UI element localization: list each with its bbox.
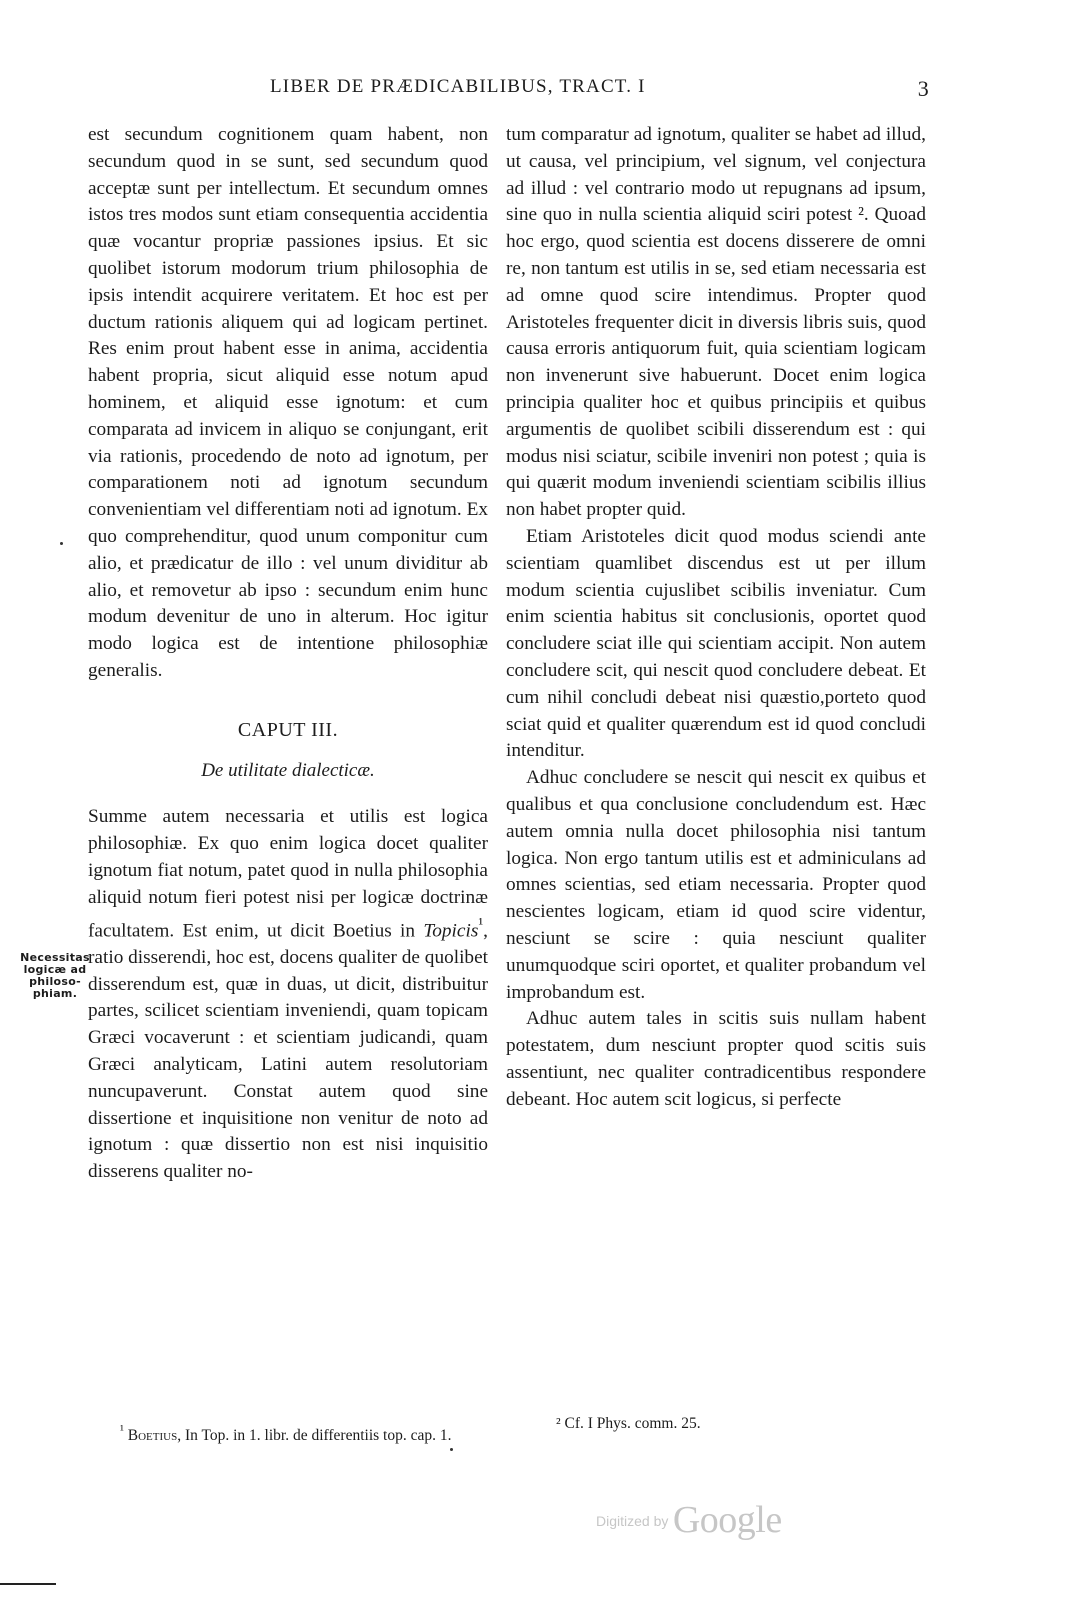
topicis-word: Topicis [423, 919, 479, 941]
right-paragraph-2: Etiam Aristoteles dicit quod modus sciendi ante scientiam quamlibet discendus est ut per illum modum scientia cujuslibet scibilis inveniatur. Cum enim scientia habitus sit conclusionis, oportet quod concludere sciat ille qui scientiam accipit. Non autem concludere scit, qui nescit quod concludere debeat. Et cum nihil concludi debeat nisi quæstio,porteto quod sciat quid et qualiter quærendum est id quod concludi intenditur. [506, 525, 926, 762]
left-continuation-paragraph: est secundum cognitionem quam habent, non secundum quod in se sunt, sed secundum quod acceptæ sunt per intellectum. Et secundum omnes istos tres modos sunt etiam consequentia accidentia quæ vocantur propriæ passiones ipsius. Et sic quolibet istorum modorum trium philosophia de ipsis intendit acquirere veritatem. Et hoc est per ductum rationis aliquem qui ad logicam pertinet. Res enim prout habent esse in anima, accidentia habent propria, sicut aliquid esse notum apud hominem, et aliquid esse ignotum: et cum comparata ad invicem in aliquo se conjungant, erit via rationis, procedendo de noto ad ignotum, per comparationem noti ad ignotum secundum convenientiam vel differentiam noti ad ignotum. Ex quo comprehenditur, quod unum componitur cum alio, et prædicatur de illo : vel unum dividitur ab alio, et removetur ab ipso : secundum enim hunc modum devenitur de uno in alterum. Hoc igitur modo logica est de intentione philosophiæ generalis. [88, 124, 488, 681]
chapter-subtitle: De utilitate dialecticæ. [201, 759, 375, 781]
footnote-ref-1: ¹ [478, 915, 484, 933]
section-paragraph-rest: , ratio disserendi, hoc est, docens qualiter de quolibet disserendum est, quæ in duas, ut dicit, distribuitur partes, scilicet scientiam inveniendi, quam topicam Græci vocaverunt : et scientiam judicandi, quam Græci analyticam, Latini autem resolutoriam nuncupaverunt. Constat autem quod sine dissertione et inquisitione non venitur de noto ad ignotum : quæ dissertio non est nisi inquisitio disserens qualiter no- [88, 919, 488, 1183]
footnote-1-mark: ¹ [120, 1422, 124, 1437]
margin-note-line: phiam. [32, 987, 78, 1000]
digitized-watermark [596, 1498, 782, 1542]
right-paragraph-1: tum comparatur ad ignotum, qualiter se habet ad illud, ut causa, vel principium, vel signum, vel conjectura ad illud : vel contrario modo ut repugnans ad ipsum, sine quo in nulla scientia aliquid sciri potest ². Quoad hoc ergo, quod scientia est docens disserere de omni re, non tantum est utilis in se, sed etiam necessaria est ad omne quod scire intendimus. Propter quod Aristoteles frequenter dicit in diversis libris suis, quod causa erroris antiquorum fuit, quia scientiam logicam non invenerunt sive habuerunt. Docet enim logica principia qualiter hoc et quibus principiis et quibus argumentis de quolibet scibili disserendum est : qui modus nisi sciatur, scibile inveniri non potest ; quia is qui quærit modum inveniendi scientiam scibilis illius non habet propter quid. [506, 124, 926, 521]
watermark-prefix: Digitized by [596, 1513, 669, 1529]
left-column [88, 122, 488, 1186]
section-paragraph [88, 804, 488, 1186]
right-column [506, 122, 926, 1113]
margin-note-line: Necessitas [20, 951, 90, 964]
page-number: 3 [917, 76, 930, 101]
margin-note [14, 952, 96, 1000]
section-paragraph-start: Summe autem necessaria et utilis est logica philosophiæ. Ex quo enim logica docet qualiter ignotum fiat notum, patet quod in nulla philosophia aliquid notum fieri potest nisi per logicæ doctrinæ facultatem. Est enim, ut dicit Boetius in [88, 806, 488, 941]
footnote-1 [120, 1419, 520, 1447]
right-paragraph-3: Adhuc concludere se nescit qui nescit ex quibus et qualibus et qua conclusione concludendum est. Hæc autem omnia nulla docet philosophia nisi tantum logica. Non ergo tantum utilis est et adminiculans ad omnes scientias, sed etiam necessaria. Propter quod nescientes logicam, etiam id quod scire videntur, nesciunt se scire : quia nesciunt qualiter unumquodque sciri oportet, et qualiter probandum vel improbandum est. [506, 767, 926, 1003]
chapter-title: CAPUT III. [237, 718, 339, 741]
scan-speck [450, 1448, 453, 1451]
margin-note-line: philoso- [29, 975, 81, 988]
right-paragraph-4: Adhuc autem tales in scitis suis nullam habent potestatem, dum nesciunt propter quod scitis suis assentiunt, nec qualiter contradicentibus respondere debeant. Hoc autem scit logicus, si perfecte [506, 1008, 926, 1110]
scan-artifact-line [0, 1583, 56, 1585]
scan-speck [60, 542, 63, 545]
footnote-1-text: , In Top. in 1. libr. de differentiis top. cap. 1. [177, 1427, 452, 1445]
footnote-2: ² Cf. I Phys. comm. 25. [556, 1415, 701, 1432]
google-logo: Google [672, 1499, 782, 1541]
margin-note-line: logicæ ad [23, 963, 87, 976]
running-head: LIBER DE PRÆDICABILIBUS, TRACT. I [270, 76, 646, 97]
footnote-1-author: Boetius [127, 1427, 178, 1445]
